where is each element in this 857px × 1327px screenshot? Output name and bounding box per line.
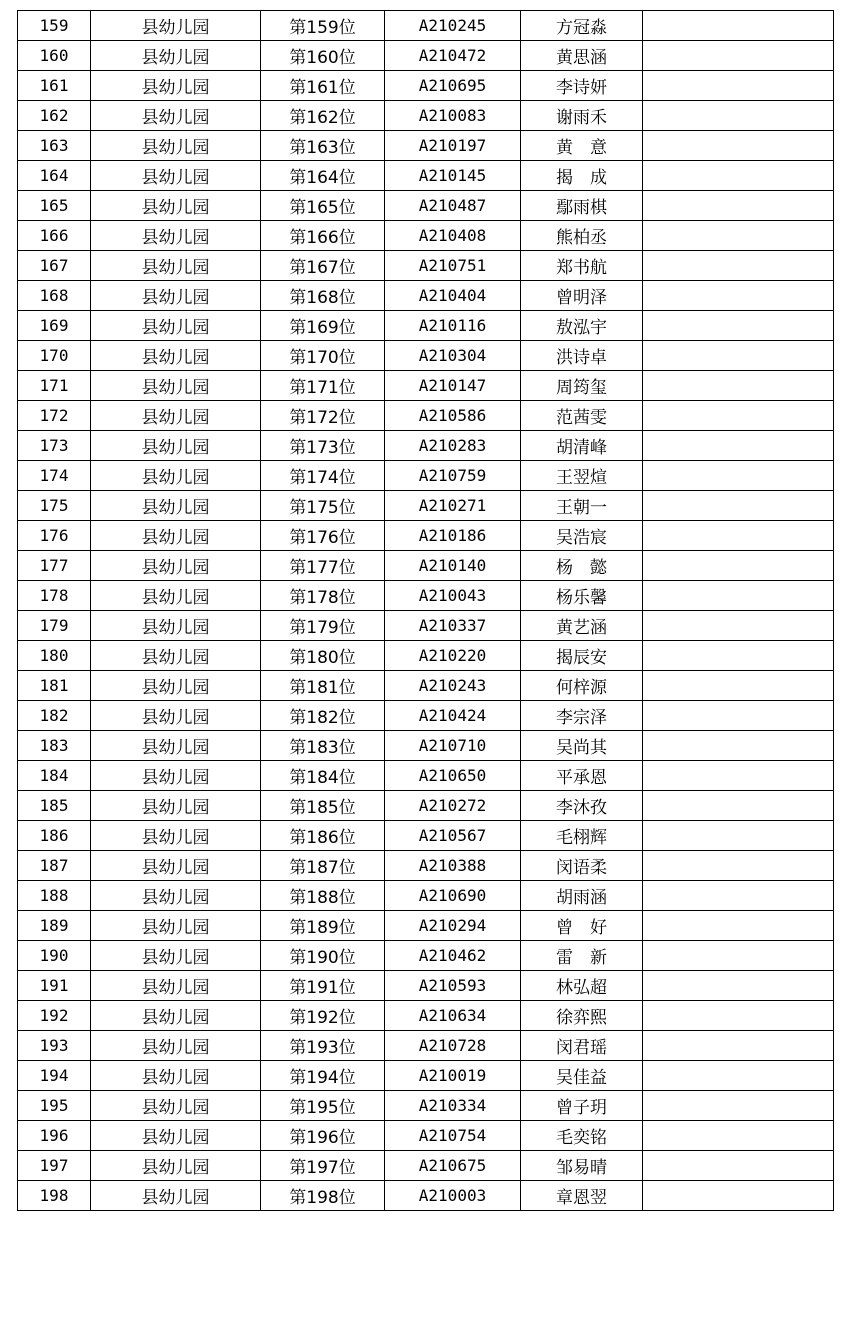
serial-number-cell: 187 (18, 851, 91, 881)
school-name-cell: 县幼儿园 (91, 941, 261, 971)
admission-number-cell: A210220 (385, 641, 521, 671)
admission-number-cell: A210243 (385, 671, 521, 701)
serial-number-cell: 189 (18, 911, 91, 941)
serial-number-cell: 178 (18, 581, 91, 611)
student-name-cell: 周筠玺 (521, 371, 643, 401)
admission-number-cell: A210586 (385, 401, 521, 431)
table-row (18, 1151, 834, 1181)
remarks-cell (643, 821, 834, 851)
student-name-cell: 胡清峰 (521, 431, 643, 461)
school-name-cell: 县幼儿园 (91, 71, 261, 101)
serial-number-cell: 188 (18, 881, 91, 911)
serial-number-cell: 166 (18, 221, 91, 251)
rank-cell: 第175位 (261, 491, 385, 521)
admission-number-cell: A210710 (385, 731, 521, 761)
admission-number-cell: A210147 (385, 371, 521, 401)
table-row (18, 311, 834, 341)
admission-number-cell: A210751 (385, 251, 521, 281)
student-name-cell: 邹易晴 (521, 1151, 643, 1181)
student-name-cell: 范茜雯 (521, 401, 643, 431)
student-name-cell: 林弘超 (521, 971, 643, 1001)
student-name-cell: 吴尚其 (521, 731, 643, 761)
admission-number-cell: A210754 (385, 1121, 521, 1151)
table-row (18, 1091, 834, 1121)
student-name-cell: 熊柏丞 (521, 221, 643, 251)
admission-number-cell: A210272 (385, 791, 521, 821)
student-name-cell: 黄思涵 (521, 41, 643, 71)
remarks-cell (643, 191, 834, 221)
admission-number-cell: A210424 (385, 701, 521, 731)
serial-number-cell: 160 (18, 41, 91, 71)
serial-number-cell: 171 (18, 371, 91, 401)
serial-number-cell: 176 (18, 521, 91, 551)
remarks-cell (643, 131, 834, 161)
admission-number-cell: A210675 (385, 1151, 521, 1181)
remarks-cell (643, 911, 834, 941)
admission-list (17, 10, 834, 1211)
rank-cell: 第182位 (261, 701, 385, 731)
table-row (18, 341, 834, 371)
admission-number-cell: A210003 (385, 1181, 521, 1211)
remarks-cell (643, 41, 834, 71)
student-name-cell: 揭 成 (521, 161, 643, 191)
table-row (18, 491, 834, 521)
admission-number-cell: A210116 (385, 311, 521, 341)
student-name-cell: 胡雨涵 (521, 881, 643, 911)
student-name-cell: 毛奕铭 (521, 1121, 643, 1151)
table-row (18, 611, 834, 641)
rank-cell: 第162位 (261, 101, 385, 131)
admission-number-cell: A210462 (385, 941, 521, 971)
serial-number-cell: 164 (18, 161, 91, 191)
serial-number-cell: 174 (18, 461, 91, 491)
remarks-cell (643, 491, 834, 521)
rank-cell: 第187位 (261, 851, 385, 881)
admission-number-cell: A210304 (385, 341, 521, 371)
student-name-cell: 方冠淼 (521, 11, 643, 41)
student-name-cell: 李宗泽 (521, 701, 643, 731)
rank-cell: 第177位 (261, 551, 385, 581)
student-name-cell: 平承恩 (521, 761, 643, 791)
admission-number-cell: A210695 (385, 71, 521, 101)
school-name-cell: 县幼儿园 (91, 371, 261, 401)
school-name-cell: 县幼儿园 (91, 551, 261, 581)
table-row (18, 581, 834, 611)
admission-number-cell: A210404 (385, 281, 521, 311)
student-name-cell: 鄢雨棋 (521, 191, 643, 221)
serial-number-cell: 193 (18, 1031, 91, 1061)
school-name-cell: 县幼儿园 (91, 251, 261, 281)
admission-number-cell: A210145 (385, 161, 521, 191)
table-row (18, 761, 834, 791)
school-name-cell: 县幼儿园 (91, 671, 261, 701)
rank-cell: 第167位 (261, 251, 385, 281)
admission-number-cell: A210759 (385, 461, 521, 491)
rank-cell: 第165位 (261, 191, 385, 221)
rank-cell: 第186位 (261, 821, 385, 851)
student-name-cell: 章恩翌 (521, 1181, 643, 1211)
remarks-cell (643, 791, 834, 821)
serial-number-cell: 175 (18, 491, 91, 521)
rank-cell: 第168位 (261, 281, 385, 311)
admission-number-cell: A210408 (385, 221, 521, 251)
serial-number-cell: 168 (18, 281, 91, 311)
admission-number-cell: A210634 (385, 1001, 521, 1031)
admission-number-cell: A210650 (385, 761, 521, 791)
serial-number-cell: 173 (18, 431, 91, 461)
student-name-cell: 黄 意 (521, 131, 643, 161)
remarks-cell (643, 971, 834, 1001)
school-name-cell: 县幼儿园 (91, 461, 261, 491)
remarks-cell (643, 551, 834, 581)
serial-number-cell: 197 (18, 1151, 91, 1181)
admission-number-cell: A210197 (385, 131, 521, 161)
remarks-cell (643, 671, 834, 701)
remarks-cell (643, 761, 834, 791)
student-name-cell: 吴佳益 (521, 1061, 643, 1091)
school-name-cell: 县幼儿园 (91, 161, 261, 191)
serial-number-cell: 190 (18, 941, 91, 971)
remarks-cell (643, 1181, 834, 1211)
table-row (18, 881, 834, 911)
table-row (18, 791, 834, 821)
rank-cell: 第188位 (261, 881, 385, 911)
table-row (18, 281, 834, 311)
school-name-cell: 县幼儿园 (91, 1001, 261, 1031)
rank-cell: 第192位 (261, 1001, 385, 1031)
table-row (18, 821, 834, 851)
serial-number-cell: 185 (18, 791, 91, 821)
rank-cell: 第183位 (261, 731, 385, 761)
serial-number-cell: 182 (18, 701, 91, 731)
table-row (18, 641, 834, 671)
table-row (18, 161, 834, 191)
remarks-cell (643, 311, 834, 341)
admission-number-cell: A210283 (385, 431, 521, 461)
serial-number-cell: 165 (18, 191, 91, 221)
rank-cell: 第174位 (261, 461, 385, 491)
student-name-cell: 吴浩宸 (521, 521, 643, 551)
admission-number-cell: A210186 (385, 521, 521, 551)
school-name-cell: 县幼儿园 (91, 581, 261, 611)
remarks-cell (643, 101, 834, 131)
admission-number-cell: A210083 (385, 101, 521, 131)
admission-number-cell: A210271 (385, 491, 521, 521)
rank-cell: 第160位 (261, 41, 385, 71)
school-name-cell: 县幼儿园 (91, 1121, 261, 1151)
serial-number-cell: 198 (18, 1181, 91, 1211)
rank-cell: 第195位 (261, 1091, 385, 1121)
student-name-cell: 王翌煊 (521, 461, 643, 491)
rank-cell: 第178位 (261, 581, 385, 611)
remarks-cell (643, 1121, 834, 1151)
school-name-cell: 县幼儿园 (91, 701, 261, 731)
student-name-cell: 毛栩辉 (521, 821, 643, 851)
remarks-cell (643, 1061, 834, 1091)
serial-number-cell: 183 (18, 731, 91, 761)
rank-cell: 第181位 (261, 671, 385, 701)
table-row (18, 131, 834, 161)
rank-cell: 第198位 (261, 1181, 385, 1211)
remarks-cell (643, 881, 834, 911)
remarks-cell (643, 401, 834, 431)
table-row (18, 101, 834, 131)
admission-number-cell: A210567 (385, 821, 521, 851)
student-name-cell: 杨乐馨 (521, 581, 643, 611)
table-row (18, 1031, 834, 1061)
rank-cell: 第193位 (261, 1031, 385, 1061)
student-name-cell: 何梓源 (521, 671, 643, 701)
rank-cell: 第173位 (261, 431, 385, 461)
student-name-cell: 李诗妍 (521, 71, 643, 101)
remarks-cell (643, 221, 834, 251)
rank-cell: 第191位 (261, 971, 385, 1001)
student-name-cell: 李沐孜 (521, 791, 643, 821)
rank-cell: 第169位 (261, 311, 385, 341)
remarks-cell (643, 1001, 834, 1031)
school-name-cell: 县幼儿园 (91, 1151, 261, 1181)
admission-number-cell: A210472 (385, 41, 521, 71)
serial-number-cell: 192 (18, 1001, 91, 1031)
serial-number-cell: 159 (18, 11, 91, 41)
table-row (18, 1181, 834, 1211)
admission-number-cell: A210593 (385, 971, 521, 1001)
school-name-cell: 县幼儿园 (91, 41, 261, 71)
remarks-cell (643, 71, 834, 101)
school-name-cell: 县幼儿园 (91, 401, 261, 431)
table-row (18, 71, 834, 101)
student-name-cell: 敖泓宇 (521, 311, 643, 341)
serial-number-cell: 179 (18, 611, 91, 641)
school-name-cell: 县幼儿园 (91, 491, 261, 521)
table-body (18, 11, 834, 1211)
school-name-cell: 县幼儿园 (91, 971, 261, 1001)
student-name-cell: 徐弈熙 (521, 1001, 643, 1031)
remarks-cell (643, 431, 834, 461)
rank-cell: 第166位 (261, 221, 385, 251)
admission-number-cell: A210140 (385, 551, 521, 581)
table-row (18, 671, 834, 701)
remarks-cell (643, 731, 834, 761)
table-row (18, 731, 834, 761)
table-row (18, 251, 834, 281)
remarks-cell (643, 851, 834, 881)
admission-number-cell: A210690 (385, 881, 521, 911)
rank-cell: 第170位 (261, 341, 385, 371)
admission-number-cell: A210294 (385, 911, 521, 941)
rank-cell: 第171位 (261, 371, 385, 401)
student-name-cell: 王朝一 (521, 491, 643, 521)
remarks-cell (643, 161, 834, 191)
serial-number-cell: 180 (18, 641, 91, 671)
school-name-cell: 县幼儿园 (91, 341, 261, 371)
remarks-cell (643, 581, 834, 611)
student-name-cell: 揭辰安 (521, 641, 643, 671)
remarks-cell (643, 251, 834, 281)
rank-cell: 第189位 (261, 911, 385, 941)
admission-number-cell: A210043 (385, 581, 521, 611)
school-name-cell: 县幼儿园 (91, 821, 261, 851)
student-name-cell: 谢雨禾 (521, 101, 643, 131)
serial-number-cell: 186 (18, 821, 91, 851)
rank-cell: 第180位 (261, 641, 385, 671)
student-name-cell: 闵君瑶 (521, 1031, 643, 1061)
serial-number-cell: 167 (18, 251, 91, 281)
admission-number-cell: A210728 (385, 1031, 521, 1061)
school-name-cell: 县幼儿园 (91, 131, 261, 161)
school-name-cell: 县幼儿园 (91, 221, 261, 251)
table-row (18, 41, 834, 71)
student-name-cell: 曾明泽 (521, 281, 643, 311)
serial-number-cell: 172 (18, 401, 91, 431)
table-row (18, 11, 834, 41)
rank-cell: 第161位 (261, 71, 385, 101)
table-row (18, 461, 834, 491)
table-row (18, 911, 834, 941)
admission-number-cell: A210388 (385, 851, 521, 881)
school-name-cell: 县幼儿园 (91, 281, 261, 311)
table-row (18, 1061, 834, 1091)
serial-number-cell: 196 (18, 1121, 91, 1151)
serial-number-cell: 163 (18, 131, 91, 161)
remarks-cell (643, 611, 834, 641)
student-name-cell: 雷 新 (521, 941, 643, 971)
school-name-cell: 县幼儿园 (91, 1061, 261, 1091)
student-name-cell: 郑书航 (521, 251, 643, 281)
remarks-cell (643, 461, 834, 491)
remarks-cell (643, 281, 834, 311)
table-row (18, 1001, 834, 1031)
student-name-cell: 闵语柔 (521, 851, 643, 881)
remarks-cell (643, 701, 834, 731)
school-name-cell: 县幼儿园 (91, 101, 261, 131)
rank-cell: 第190位 (261, 941, 385, 971)
admission-number-cell: A210334 (385, 1091, 521, 1121)
table-row (18, 1121, 834, 1151)
table-row (18, 401, 834, 431)
remarks-cell (643, 641, 834, 671)
table-row (18, 971, 834, 1001)
school-name-cell: 县幼儿园 (91, 11, 261, 41)
table-row (18, 701, 834, 731)
rank-cell: 第185位 (261, 791, 385, 821)
school-name-cell: 县幼儿园 (91, 431, 261, 461)
student-name-cell: 洪诗卓 (521, 341, 643, 371)
table-row (18, 431, 834, 461)
serial-number-cell: 184 (18, 761, 91, 791)
table-row (18, 371, 834, 401)
serial-number-cell: 195 (18, 1091, 91, 1121)
school-name-cell: 县幼儿园 (91, 881, 261, 911)
school-name-cell: 县幼儿园 (91, 611, 261, 641)
admission-number-cell: A210245 (385, 11, 521, 41)
serial-number-cell: 181 (18, 671, 91, 701)
admission-number-cell: A210487 (385, 191, 521, 221)
rank-cell: 第184位 (261, 761, 385, 791)
school-name-cell: 县幼儿园 (91, 791, 261, 821)
serial-number-cell: 162 (18, 101, 91, 131)
serial-number-cell: 194 (18, 1061, 91, 1091)
rank-cell: 第176位 (261, 521, 385, 551)
student-name-cell: 杨 懿 (521, 551, 643, 581)
serial-number-cell: 161 (18, 71, 91, 101)
table-row (18, 851, 834, 881)
school-name-cell: 县幼儿园 (91, 311, 261, 341)
student-name-cell: 黄艺涵 (521, 611, 643, 641)
table-row (18, 521, 834, 551)
serial-number-cell: 170 (18, 341, 91, 371)
rank-cell: 第164位 (261, 161, 385, 191)
serial-number-cell: 169 (18, 311, 91, 341)
table-row (18, 941, 834, 971)
rank-cell: 第159位 (261, 11, 385, 41)
school-name-cell: 县幼儿园 (91, 911, 261, 941)
rank-cell: 第194位 (261, 1061, 385, 1091)
rank-cell: 第197位 (261, 1151, 385, 1181)
remarks-cell (643, 1151, 834, 1181)
admission-number-cell: A210019 (385, 1061, 521, 1091)
school-name-cell: 县幼儿园 (91, 1181, 261, 1211)
school-name-cell: 县幼儿园 (91, 521, 261, 551)
school-name-cell: 县幼儿园 (91, 641, 261, 671)
table-row (18, 551, 834, 581)
school-name-cell: 县幼儿园 (91, 731, 261, 761)
student-name-cell: 曾子玥 (521, 1091, 643, 1121)
admission-table (17, 10, 834, 1211)
table-row (18, 191, 834, 221)
remarks-cell (643, 1091, 834, 1121)
rank-cell: 第196位 (261, 1121, 385, 1151)
school-name-cell: 县幼儿园 (91, 761, 261, 791)
remarks-cell (643, 521, 834, 551)
rank-cell: 第172位 (261, 401, 385, 431)
remarks-cell (643, 1031, 834, 1061)
rank-cell: 第179位 (261, 611, 385, 641)
remarks-cell (643, 941, 834, 971)
rank-cell: 第163位 (261, 131, 385, 161)
admission-number-cell: A210337 (385, 611, 521, 641)
student-name-cell: 曾 好 (521, 911, 643, 941)
remarks-cell (643, 371, 834, 401)
school-name-cell: 县幼儿园 (91, 1091, 261, 1121)
serial-number-cell: 191 (18, 971, 91, 1001)
school-name-cell: 县幼儿园 (91, 1031, 261, 1061)
serial-number-cell: 177 (18, 551, 91, 581)
school-name-cell: 县幼儿园 (91, 851, 261, 881)
remarks-cell (643, 11, 834, 41)
table-row (18, 221, 834, 251)
school-name-cell: 县幼儿园 (91, 191, 261, 221)
remarks-cell (643, 341, 834, 371)
